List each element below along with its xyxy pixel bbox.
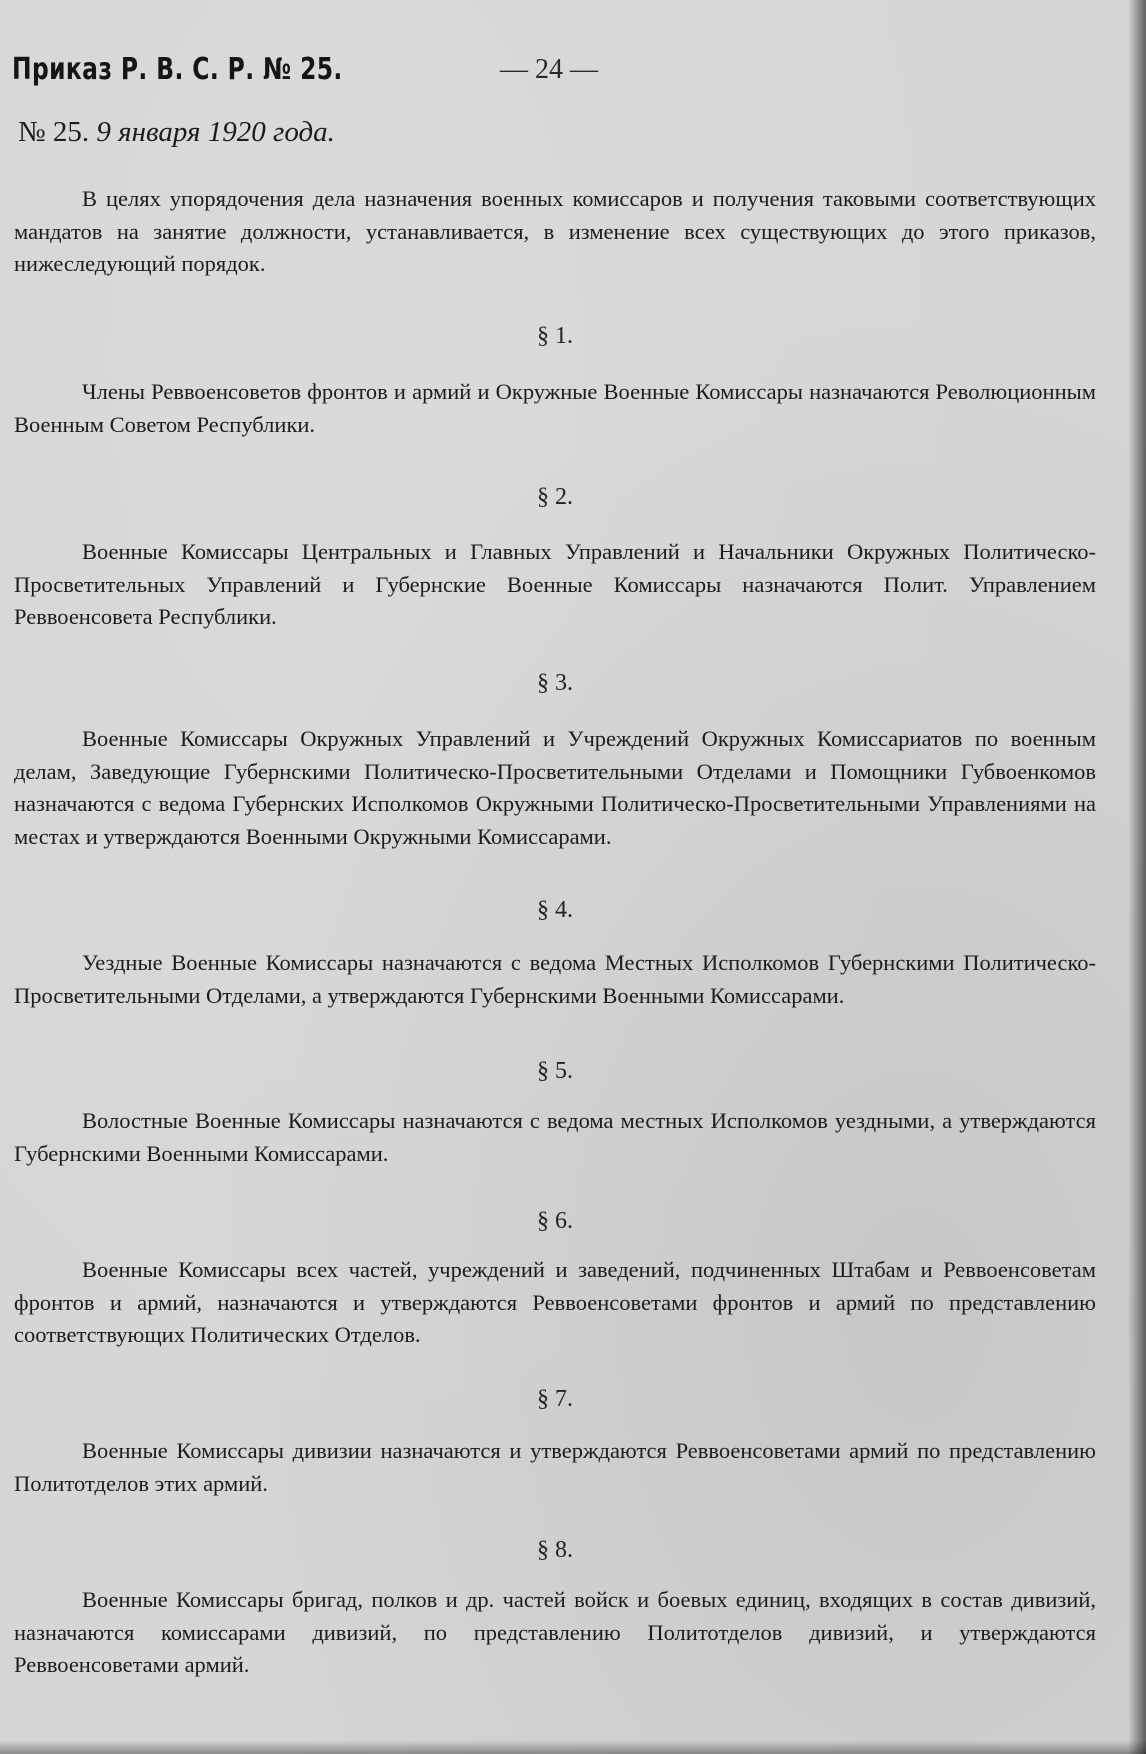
page-number: — 24 — — [500, 54, 598, 85]
section-text-5: Волостные Военные Комиссары назначаются с ведома местных Исполкомов уездными, а утверждаются Губернскими Военными Комиссарами. — [14, 1108, 1096, 1166]
section-mark-5: § 5. — [537, 1058, 573, 1084]
page-header — [12, 52, 1106, 92]
page-bottom-shadow — [0, 1740, 1146, 1754]
section-mark-2: § 2. — [537, 484, 573, 510]
section-mark-7: § 7. — [537, 1386, 573, 1412]
section-mark-8: § 8. — [537, 1537, 573, 1563]
section-mark-3: § 3. — [537, 670, 573, 696]
order-number: № 25. — [18, 116, 90, 148]
order-date: 9 января 1920 года. — [96, 116, 335, 148]
section-text-2: Военные Комиссары Центральных и Главных Управлений и Начальники Окружных Политическо-Просветительных Управлений и Губернские Военные Комиссары назначаются Полит. Управлением Реввоенсовета Республики. — [14, 539, 1096, 629]
section-mark-1: § 1. — [537, 323, 573, 349]
section-mark-4: § 4. — [537, 897, 573, 923]
order-date-line — [18, 116, 335, 149]
section-mark-6: § 6. — [537, 1208, 573, 1234]
section-text-4: Уездные Военные Комиссары назначаются с ведома Местных Исполкомов Губернскими Политическо-Просветительными Отделами, а утверждаются Губернскими Военными Комиссарами. — [14, 950, 1096, 1008]
page-edge-shadow — [1128, 0, 1146, 1754]
section-text-8: Военные Комиссары бригад, полков и др. частей войск и боевых единиц, входящих в состав дивизий, назначаются комиссарами дивизий, по представлению Политотделов дивизий, и утверждаются Реввоенсоветами армий. — [14, 1587, 1096, 1677]
section-text-6: Военные Комиссары всех частей, учреждений и заведений, подчиненных Штабам и Реввоенсоветам фронтов и армий, назначаются и утверждаются Реввоенсоветами фронтов и армий по представлению соответствующих Политических Отделов. — [14, 1257, 1096, 1347]
section-text-1: Члены Реввоенсоветов фронтов и армий и Окружные Военные Комиссары назначаются Революционным Военным Советом Республики. — [14, 379, 1096, 437]
section-text-3: Военные Комиссары Окружных Управлений и Учреждений Окружных Комиссариатов по военным делам, Заведующие Губернскими Политическо-Просветительными Отделами и Помощники Губвоенкомов назначаются с ведома Губернских Исполкомов Окружными Политическо-Просветительными Управлениями на местах и утверждаются Военными Окружными Комиссарами. — [14, 726, 1096, 849]
section-text-7: Военные Комиссары дивизии назначаются и утверждаются Реввоенсоветами армий по представлению Политотделов этих армий. — [14, 1438, 1096, 1496]
intro-paragraph: В целях упорядочения дела назначения военных комиссаров и получения таковыми соответствующих мандатов на занятие должности, устанавливается, в изменение всех существующих до этого приказов, нижеследующий порядок. — [14, 186, 1096, 276]
order-title: Приказ Р. В. С. Р. № 25. — [12, 52, 343, 87]
